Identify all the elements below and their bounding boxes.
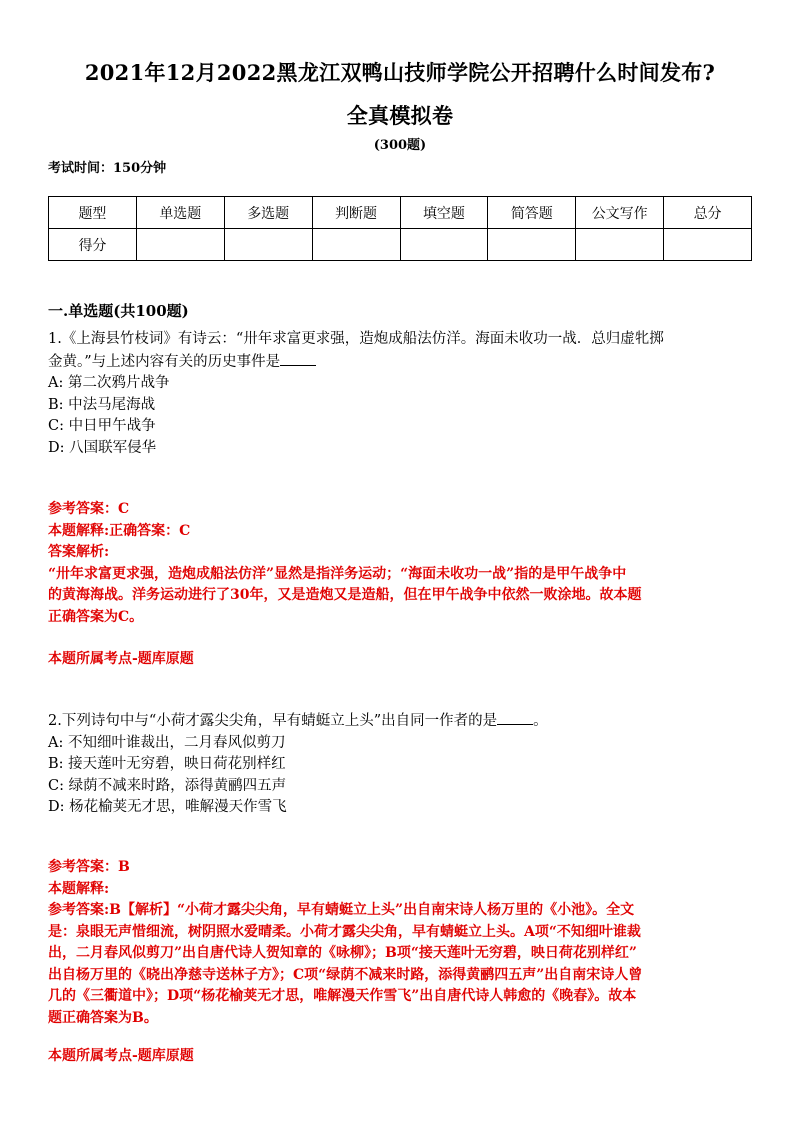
header-cell: 单选题 — [136, 197, 224, 229]
question-stem: 2.下列诗句中与“小荷才露尖尖角，早有蜻蜓立上头”出自同一作者的是 。 — [48, 710, 758, 733]
score-cell — [224, 229, 312, 261]
question-2 — [48, 710, 758, 819]
analysis-line: 是：泉眼无声惜细流，树阴照水爱晴柔。小荷才露尖尖角，早有蜻蜓立上头。A项“不知细叶谁裁 — [48, 923, 641, 940]
score-cell — [136, 229, 224, 261]
answer-blank — [280, 351, 316, 366]
score-cell — [400, 229, 488, 261]
analysis-line: 的黄海海战。洋务运动进行了30年，又是造炮又是造船，但在甲午战争中依然一败涂地。故本题 — [48, 587, 642, 603]
analysis-label: 答案解析: — [48, 544, 110, 560]
score-cell — [576, 229, 664, 261]
header-cell: 多选题 — [224, 197, 312, 229]
score-table-header-row — [49, 197, 752, 229]
header-cell: 公文写作 — [576, 197, 664, 229]
document-title-line-2: 全真模拟卷 — [346, 103, 454, 128]
score-cell — [664, 229, 752, 261]
question-stem-cont: 金黄。”与上述内容有关的历史事件是 — [48, 351, 758, 374]
option-b: B: 接天莲叶无穷碧，映日荷花别样红 — [48, 756, 286, 772]
question-2-source: 本题所属考点-题库原题 — [48, 1048, 194, 1064]
option-c: C: 绿荫不减来时路，添得黄鹂四五声 — [48, 777, 287, 794]
header-cell: 简答题 — [488, 197, 576, 229]
score-row-label: 得分 — [49, 229, 137, 261]
analysis-line: 几的《三衢道中》；D项“杨花榆荚无才思，唯解漫天作雪飞”出自唐代诗人韩愈的《晚春》。故本 — [48, 988, 637, 1004]
explanation-head: 本题解释: — [48, 880, 110, 897]
score-table-score-row — [49, 229, 752, 261]
option-d: D: 八国联军侵华 — [48, 439, 157, 456]
analysis-line: 出自杨万里的《晓出净慈寺送林子方》；C项“绿荫不减来时路，添得黄鹂四五声”出自南宋诗人曾 — [48, 966, 643, 983]
explanation-head: 本题解释:正确答案：C — [48, 522, 191, 539]
question-stem: 1.《上海县竹枝词》有诗云：“卅年求富更求强，造炮成船法仿洋。海面未收功一战．总归虚牝掷 — [48, 331, 664, 347]
option-c: C: 中日甲午战争 — [48, 418, 156, 434]
answer-block-2 — [48, 857, 760, 1029]
score-cell — [312, 229, 400, 261]
option-a: A: 第二次鸦片战争 — [48, 375, 170, 391]
question-1-source: 本题所属考点-题库原题 — [48, 651, 194, 667]
question-count: (300题) — [373, 138, 427, 153]
header-cell: 判断题 — [312, 197, 400, 229]
score-cell — [488, 229, 576, 261]
reference-answer: 参考答案：B — [48, 859, 130, 875]
section-title: 一.单选题(共100题) — [48, 302, 189, 320]
question-1 — [48, 329, 758, 459]
header-cell: 总分 — [664, 197, 752, 229]
option-b: B: 中法马尾海战 — [48, 396, 156, 413]
option-d: D: 杨花榆荚无才思，唯解漫天作雪飞 — [48, 799, 287, 815]
exam-time: 考试时间：150分钟 — [48, 161, 167, 176]
analysis-line: 出，二月春风似剪刀”出自唐代诗人贺知章的《咏柳》；B项“接天莲叶无穷碧，映日荷花别样红” — [48, 945, 637, 961]
score-table — [48, 196, 752, 261]
analysis-line: 参考答案:B【解析】“小荷才露尖尖角，早有蜻蜓立上头”出自南宋诗人杨万里的《小池》。全文 — [48, 902, 635, 918]
reference-answer: 参考答案：C — [48, 501, 130, 517]
analysis-line: 题正确答案为B。 — [48, 1009, 158, 1026]
document-title-line-1: 2021年12月2022黑龙江双鸭山技师学院公开招聘什么时间发布? — [84, 60, 716, 85]
header-cell: 填空题 — [400, 197, 488, 229]
option-a: A: 不知细叶谁裁出，二月春风似剪刀 — [48, 734, 286, 751]
answer-blank — [497, 710, 533, 725]
analysis-line: “卅年求富更求强，造炮成船法仿洋”显然是指洋务运动；“海面未收功一战”指的是甲午战争中 — [48, 565, 627, 582]
analysis-line: 正确答案为C。 — [48, 608, 144, 625]
header-cell: 题型 — [49, 197, 137, 229]
answer-block-1 — [48, 499, 760, 628]
